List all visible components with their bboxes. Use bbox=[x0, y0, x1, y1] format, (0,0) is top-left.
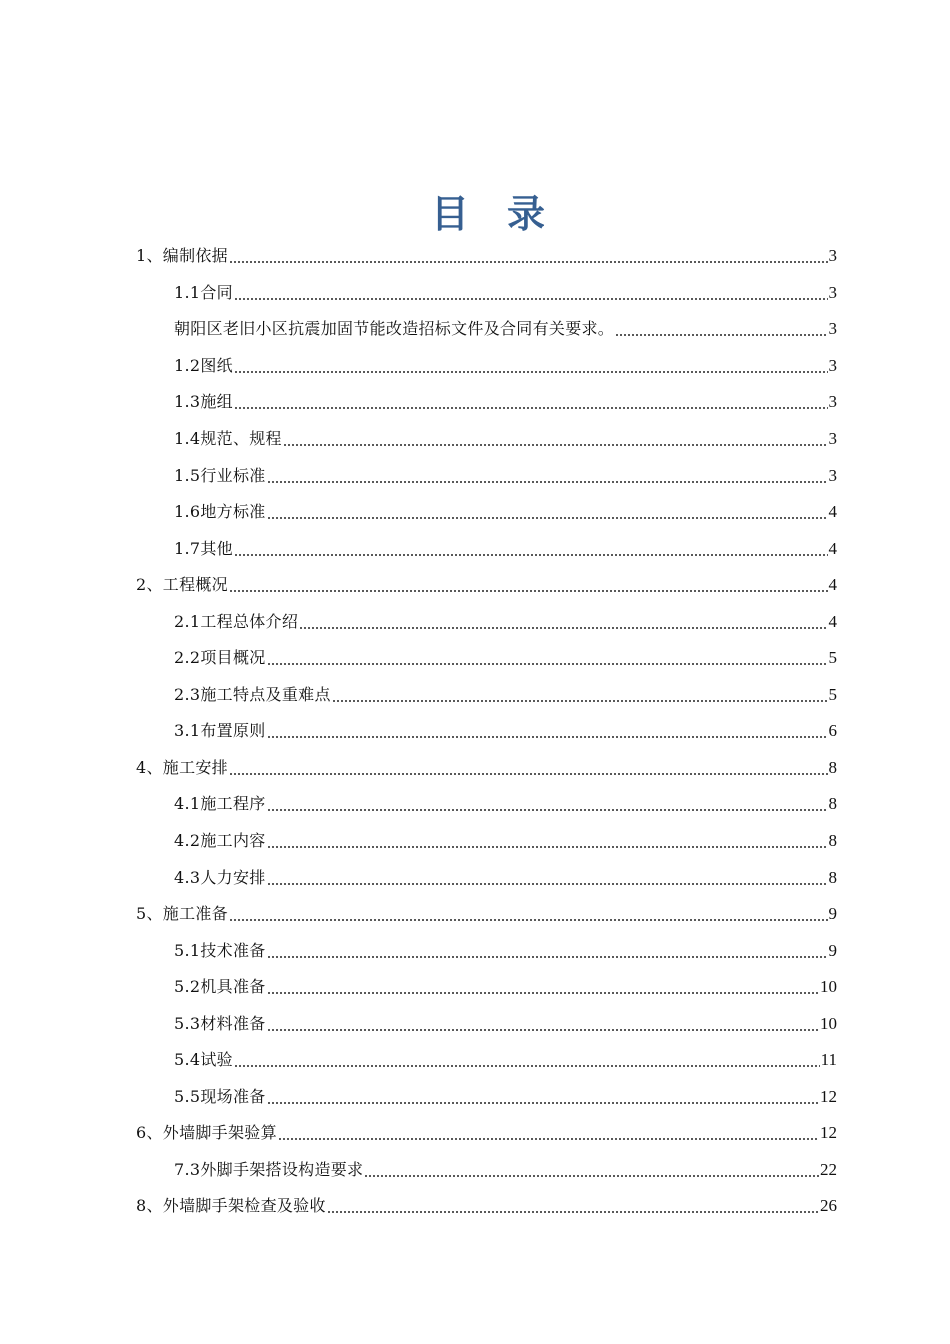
toc-entry-label: 朝阳区老旧小区抗震加固节能改造招标文件及合同有关要求。 bbox=[174, 319, 615, 339]
toc-entry-page-number: 9 bbox=[828, 940, 837, 960]
toc-entry-page-number: 8 bbox=[828, 757, 837, 777]
toc-entry[interactable] bbox=[136, 567, 837, 604]
toc-entry[interactable] bbox=[136, 786, 837, 823]
toc-entry-page-number: 4 bbox=[828, 611, 837, 631]
toc-dot-leader bbox=[283, 428, 828, 450]
toc-entry[interactable] bbox=[136, 1152, 837, 1189]
toc-dot-leader bbox=[229, 903, 828, 925]
toc-dot-leader bbox=[267, 867, 828, 889]
toc-dot-leader bbox=[234, 282, 828, 304]
toc-entry-page-number: 3 bbox=[828, 282, 837, 302]
toc-entry-page-number: 12 bbox=[820, 1123, 837, 1143]
toc-entry[interactable] bbox=[136, 1079, 837, 1116]
toc-dot-leader bbox=[364, 1159, 819, 1181]
toc-entry-label: 4、施工安排 bbox=[136, 757, 228, 777]
toc-entry-label: 6、外墙脚手架验算 bbox=[136, 1123, 277, 1143]
toc-dot-leader bbox=[234, 1049, 820, 1071]
toc-dot-leader bbox=[267, 720, 828, 742]
toc-entry-page-number: 10 bbox=[820, 1013, 837, 1033]
toc-entry[interactable] bbox=[136, 348, 837, 385]
toc-entry[interactable] bbox=[136, 530, 837, 567]
toc-dot-leader bbox=[267, 940, 828, 962]
toc-entry-label: 5.4试验 bbox=[174, 1050, 233, 1070]
toc-dot-leader bbox=[267, 793, 828, 815]
toc-dot-leader bbox=[267, 830, 828, 852]
toc-entry[interactable] bbox=[136, 750, 837, 787]
toc-entry[interactable] bbox=[136, 932, 837, 969]
toc-entry-label: 2、工程概况 bbox=[136, 575, 228, 595]
toc-entry-label: 8、外墙脚手架检查及验收 bbox=[136, 1196, 326, 1216]
toc-entry[interactable] bbox=[136, 1188, 837, 1225]
toc-dot-leader bbox=[327, 1195, 819, 1217]
toc-entry[interactable] bbox=[136, 238, 837, 275]
toc-dot-leader bbox=[267, 976, 819, 998]
toc-entry-page-number: 9 bbox=[828, 904, 837, 924]
toc-entry-label: 1.2图纸 bbox=[174, 355, 233, 375]
toc-entry[interactable] bbox=[136, 494, 837, 531]
toc-entry[interactable] bbox=[136, 823, 837, 860]
toc-entry[interactable] bbox=[136, 677, 837, 714]
toc-entry[interactable] bbox=[136, 384, 837, 421]
toc-entry-page-number: 4 bbox=[828, 575, 837, 595]
toc-entry-label: 5.1技术准备 bbox=[174, 940, 266, 960]
toc-entry-page-number: 3 bbox=[828, 246, 837, 266]
toc-entry-label: 5、施工准备 bbox=[136, 904, 228, 924]
toc-title-char-1: 目 bbox=[430, 192, 469, 236]
toc-entry-page-number: 22 bbox=[820, 1159, 837, 1179]
toc-dot-leader bbox=[332, 684, 828, 706]
toc-dot-leader bbox=[267, 647, 828, 669]
toc-entry-label: 2.1工程总体介绍 bbox=[174, 611, 299, 631]
toc-dot-leader bbox=[267, 465, 828, 487]
toc-dot-leader bbox=[278, 1122, 819, 1144]
toc-title bbox=[0, 186, 950, 242]
toc-entry-page-number: 6 bbox=[828, 721, 837, 741]
toc-dot-leader bbox=[234, 355, 828, 377]
toc-entry-label: 4.1施工程序 bbox=[174, 794, 266, 814]
toc-entry-label: 1.4规范、规程 bbox=[174, 429, 282, 448]
toc-entry-page-number: 8 bbox=[828, 831, 837, 851]
toc-entry-label: 5.3材料准备 bbox=[174, 1013, 266, 1033]
toc-entry-page-number: 10 bbox=[820, 977, 837, 997]
toc-entry-page-number: 5 bbox=[828, 648, 837, 668]
toc-entry-page-number: 3 bbox=[828, 465, 837, 485]
toc-entry-label: 2.2项目概况 bbox=[174, 648, 266, 668]
toc-title-char-2: 录 bbox=[507, 192, 546, 236]
toc-entry-page-number: 11 bbox=[820, 1050, 837, 1070]
toc-entry-page-number: 3 bbox=[828, 355, 837, 375]
toc-entry-label: 4.2施工内容 bbox=[174, 831, 266, 851]
toc-dot-leader bbox=[234, 391, 828, 413]
toc-entry[interactable] bbox=[136, 859, 837, 896]
toc-entry[interactable] bbox=[136, 603, 837, 640]
toc-dot-leader bbox=[267, 1013, 819, 1035]
toc-dot-leader bbox=[229, 757, 828, 779]
toc-entry[interactable] bbox=[136, 1005, 837, 1042]
toc-entry-label: 3.1布置原则 bbox=[174, 721, 266, 741]
toc-entry-page-number: 3 bbox=[828, 319, 837, 339]
toc-entry-label: 1、编制依据 bbox=[136, 246, 228, 266]
toc-entry-label: 1.1合同 bbox=[174, 282, 233, 302]
toc-entry[interactable] bbox=[136, 969, 837, 1006]
toc-entry-page-number: 12 bbox=[820, 1086, 837, 1106]
toc-entry[interactable] bbox=[136, 896, 837, 933]
toc-entry[interactable] bbox=[136, 1042, 837, 1079]
toc-entry-page-number: 8 bbox=[828, 794, 837, 814]
toc-entry-label: 1.5行业标准 bbox=[174, 465, 266, 485]
toc-entry-page-number: 3 bbox=[828, 429, 837, 448]
toc-dot-leader bbox=[615, 318, 827, 340]
toc-entry-label: 1.3施组 bbox=[174, 392, 233, 412]
toc-entry-label: 5.2机具准备 bbox=[174, 977, 266, 997]
toc-entry-label: 1.6地方标准 bbox=[174, 502, 266, 522]
toc-entry[interactable] bbox=[136, 311, 837, 348]
toc-entry-page-number: 26 bbox=[820, 1196, 837, 1216]
toc-dot-leader bbox=[299, 611, 827, 633]
toc-entry-page-number: 5 bbox=[828, 684, 837, 704]
toc-entry-page-number: 4 bbox=[828, 502, 837, 522]
toc-entry-label: 1.7其他 bbox=[174, 538, 233, 558]
toc-dot-leader bbox=[229, 245, 828, 267]
toc-dot-leader bbox=[267, 501, 828, 523]
toc-entry-page-number: 8 bbox=[828, 867, 837, 887]
toc-dot-leader bbox=[229, 574, 828, 596]
toc-entry[interactable] bbox=[136, 713, 837, 750]
toc-entry-page-number: 3 bbox=[828, 392, 837, 412]
toc-entry[interactable] bbox=[136, 421, 837, 458]
toc-entry[interactable] bbox=[136, 275, 837, 312]
toc-entry-page-number: 4 bbox=[828, 538, 837, 558]
toc-entry[interactable] bbox=[136, 640, 837, 677]
toc-entry-label: 2.3施工特点及重难点 bbox=[174, 684, 331, 704]
toc-list bbox=[136, 238, 837, 1225]
toc-entry[interactable] bbox=[136, 1115, 837, 1152]
toc-entry-label: 4.3人力安排 bbox=[174, 867, 266, 887]
toc-dot-leader bbox=[234, 538, 828, 560]
toc-dot-leader bbox=[267, 1086, 819, 1108]
toc-entry[interactable] bbox=[136, 457, 837, 494]
toc-entry-label: 5.5现场准备 bbox=[174, 1086, 266, 1106]
toc-entry-label: 7.3外脚手架搭设构造要求 bbox=[174, 1159, 364, 1179]
